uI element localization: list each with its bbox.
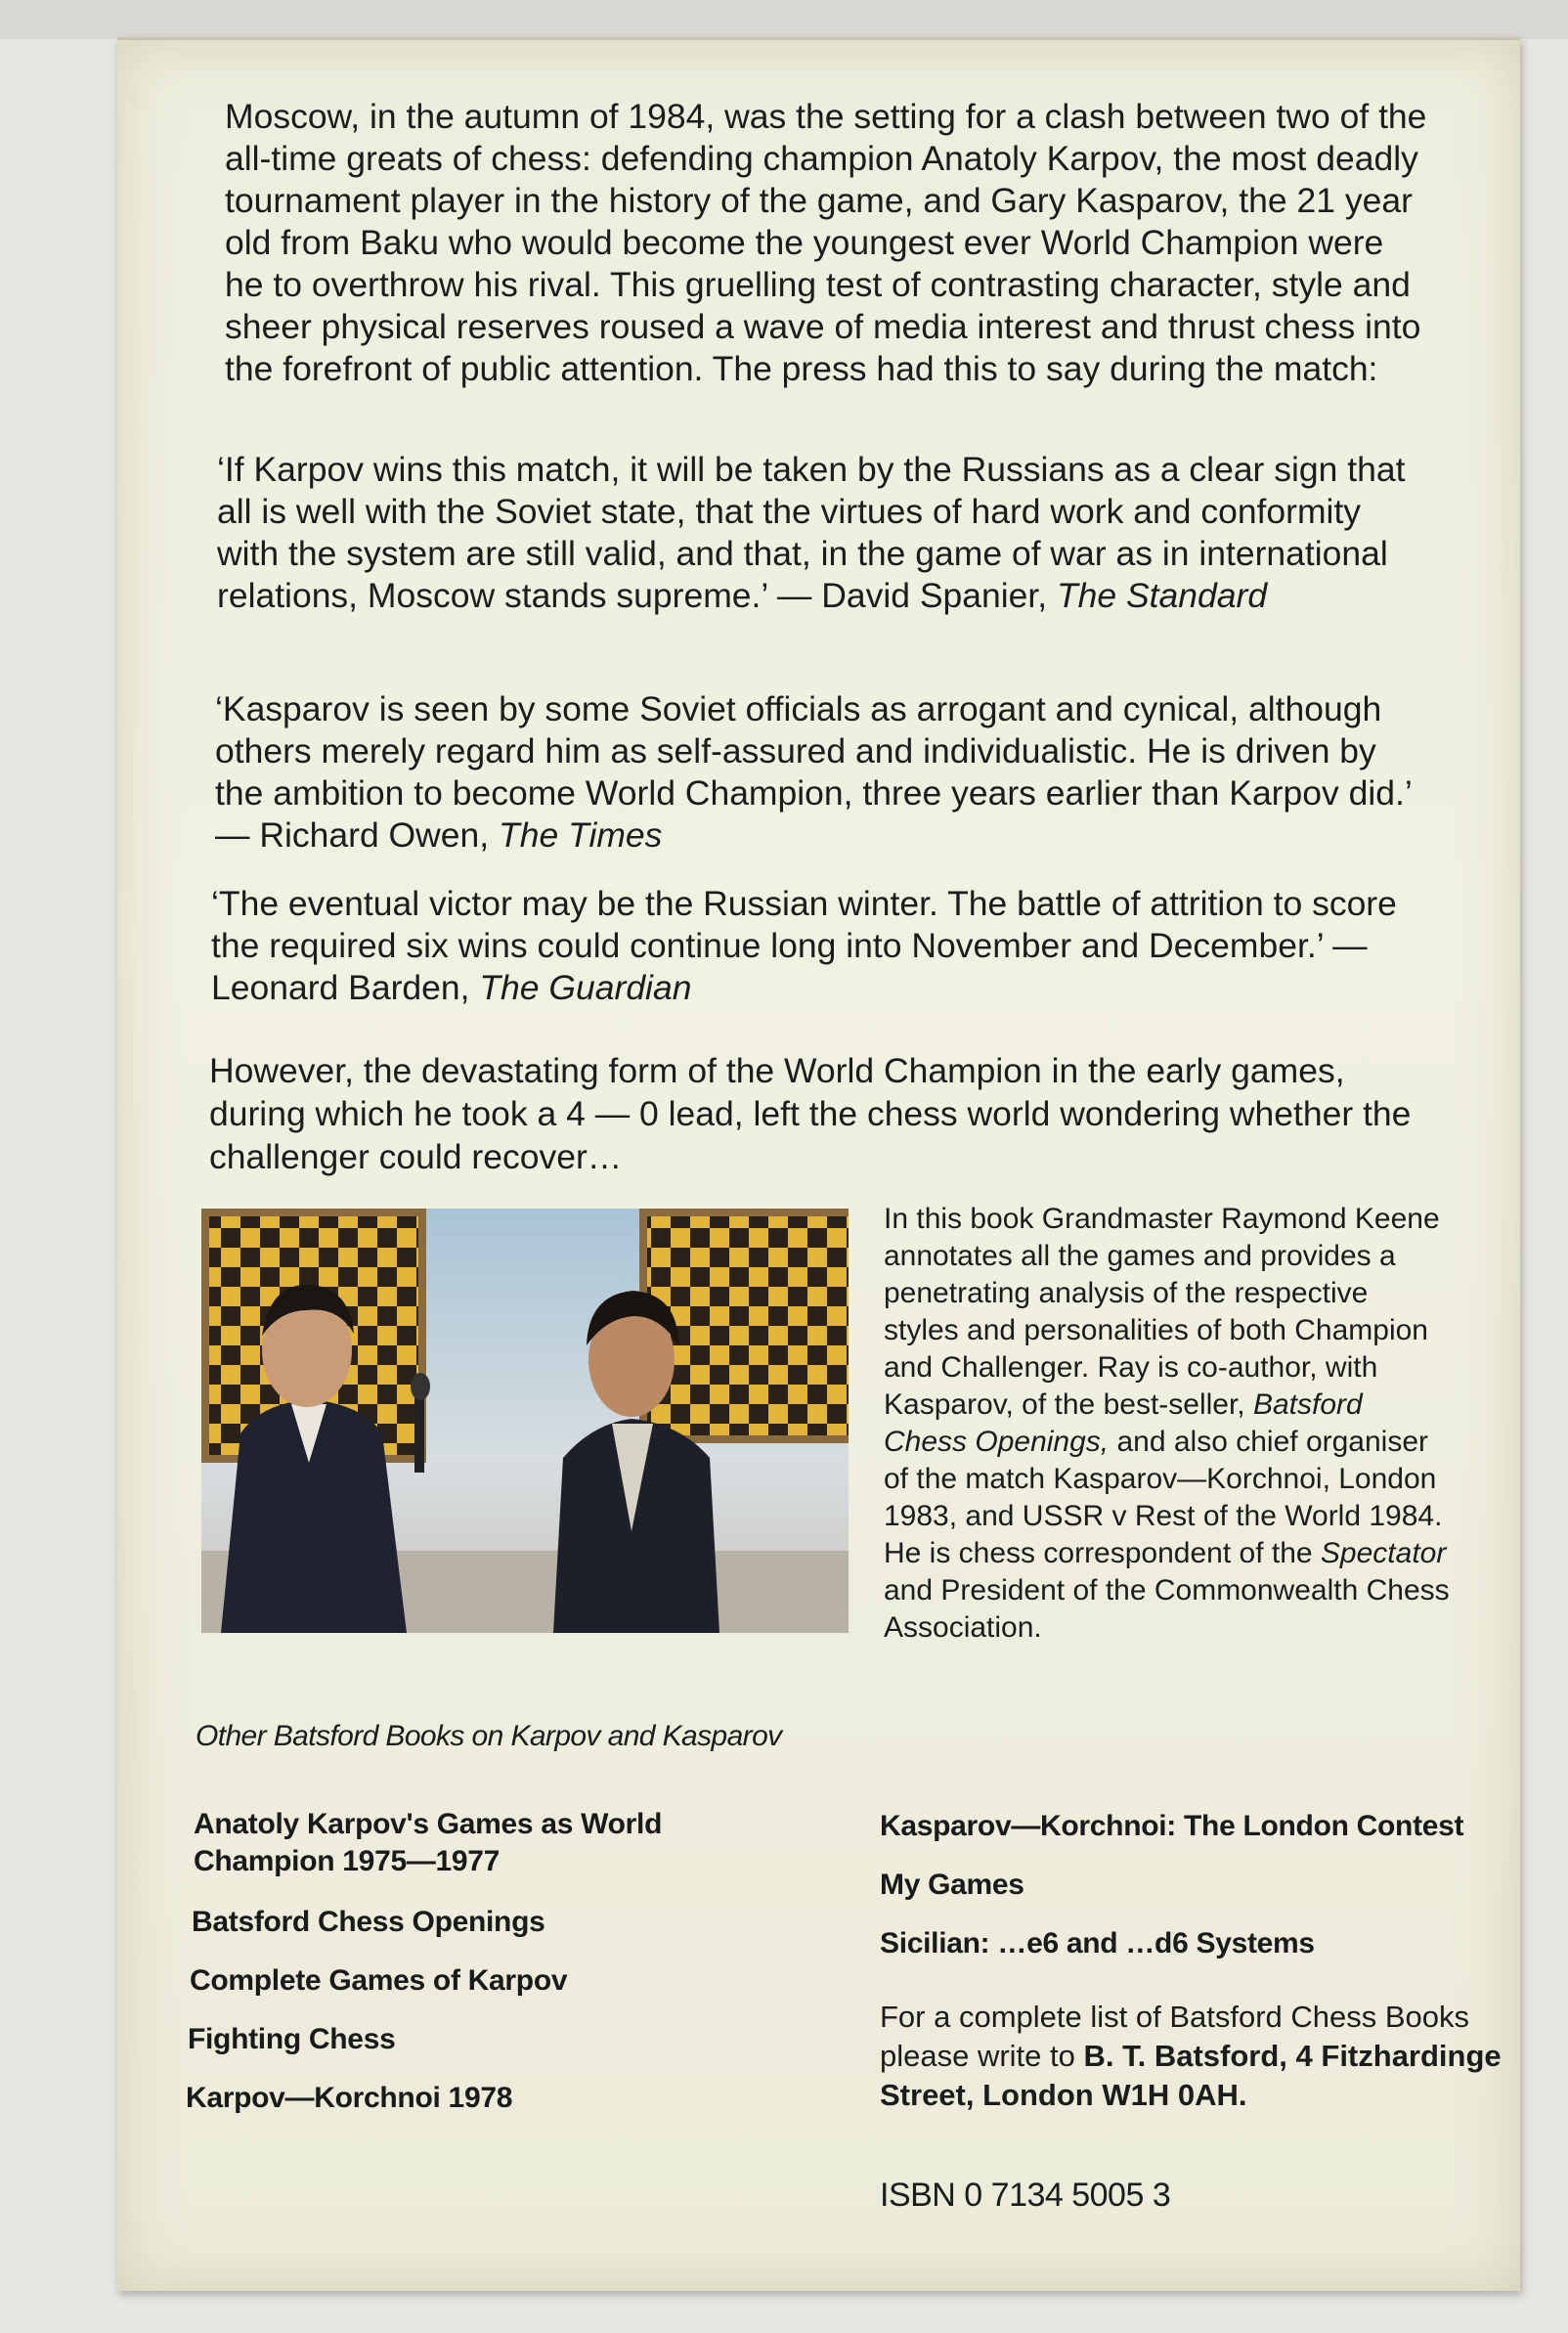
quote-text: ‘The eventual victor may be the Russian winter. The battle of attrition to score the required six wins could continue long into November and December.’ — Leonard Barden, xyxy=(211,884,1397,1007)
book-title-left: Batsford Chess Openings xyxy=(192,1906,545,1938)
intro-paragraph: Moscow, in the autumn of 1984, was the setting for a clash between two of the all-time greats of chess: defending champion Anatoly Karpov, the most deadly tournament player in the history of the game, and Gary Kasparov, the 21 year old from Baku who would become the youngest ever World Champion were he to overthrow his rival. This gruelling test of contrasting character, style and sheer physical reserves roused a wave of media interest and thrust chess into the forefront of public attention. The press had this to say during the match: xyxy=(225,97,1427,388)
quote-source: The Guardian xyxy=(479,968,692,1007)
bio-text: In this book Grandmaster Raymond Keene annotates all the games and provides a penetrating analysis of the respective styles and personalities of both Champion and Challenger. Ray is co-author, with Kasparov, of the best-seller, xyxy=(884,1203,1440,1421)
quote-source: The Standard xyxy=(1056,576,1268,615)
book-title-right: Kasparov—Korchnoi: The London Contest xyxy=(880,1810,1464,1842)
book-title-left: Fighting Chess xyxy=(188,2023,396,2055)
book-title-left: Karpov—Korchnoi 1978 xyxy=(186,2082,513,2114)
press-photo-illustration xyxy=(201,1209,849,1633)
press-quote-guardian xyxy=(211,883,1433,1009)
press-quote-standard xyxy=(217,449,1419,617)
bio-magazine: Spectator xyxy=(1320,1537,1447,1569)
press-photo xyxy=(201,1209,849,1633)
press-quote-times xyxy=(215,688,1417,857)
background-surface xyxy=(0,0,1568,39)
bio-book-title: Batsford Chess Openings, xyxy=(884,1388,1363,1458)
book-title-right: Sicilian: …e6 and …d6 Systems xyxy=(880,1927,1315,1959)
book-title-right: My Games xyxy=(880,1869,1024,1901)
other-books-heading: Other Batsford Books on Karpov and Kasparov xyxy=(196,1720,782,1752)
however-paragraph: However, the devastating form of the World Champion in the early games, during which he took a 4 — 0 lead, left the chess world wondering whether the challenger could recover… xyxy=(209,1051,1412,1176)
publisher-address: B. T. Batsford, 4 Fitzhardinge Street, London W1H 0AH. xyxy=(880,2039,1502,2112)
quote-source: The Times xyxy=(499,815,663,855)
author-bio xyxy=(884,1201,1451,1647)
book-back-cover xyxy=(117,37,1520,2291)
quote-text: ‘If Karpov wins this match, it will be taken by the Russians as a clear sign that all is well with the Soviet state, that the virtues of hard work and conformity with the system are still valid, and that, in the game of war as in international relations, Moscow stands supreme.’ — David Spanier, xyxy=(217,450,1406,615)
order-text: For a complete list of Batsford Chess Books please write to xyxy=(880,2000,1470,2073)
bio-text: and also chief organiser of the match Kasparov—Korchnoi, London 1983, and USSR v Rest of the World 1984. He is chess correspondent of the xyxy=(884,1426,1443,1569)
bio-text: and President of the Commonwealth Chess Association. xyxy=(884,1574,1450,1644)
book-title-left: Anatoly Karpov's Games as World Champion 1975—1977 xyxy=(194,1808,663,1877)
isbn: ISBN 0 7134 5005 3 xyxy=(880,2177,1171,2214)
quote-text: ‘Kasparov is seen by some Soviet officials as arrogant and cynical, although others merely regard him as self-assured and individualistic. He is driven by the ambition to become World Champion, three years earlier than Karpov did.’ — Richard Owen, xyxy=(215,689,1412,855)
book-title-left: Complete Games of Karpov xyxy=(190,1964,568,1997)
order-info xyxy=(880,1998,1505,2115)
